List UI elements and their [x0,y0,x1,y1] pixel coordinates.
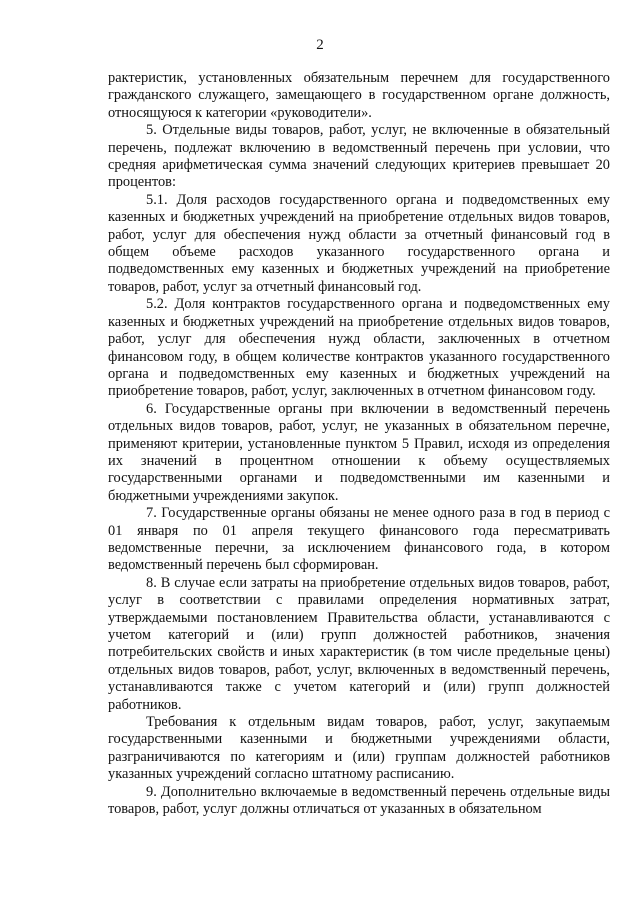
paragraph-item-5-1: 5.1. Доля расходов государственного органа и подведомственных ему казенных и бюджетных учреждений на приобретение отдельных видов товаров, работ, услуг для обеспечения нужд области за отчетный финансовый год в общем объеме расходов указанного государственного органа и подведомственных ему казенных и бюджетных учреждений на приобретение товаров, работ, услуг за отчетный финансовый год. [108,191,610,295]
paragraph-item-9: 9. Дополнительно включаемые в ведомственный перечень отдельные виды товаров, работ, услуг должны отличаться от указанных в обязательном [108,783,610,818]
paragraph-item-7: 7. Государственные органы обязаны не менее одного раза в год в период с 01 января по 01 апреля текущего финансового года пересматривать ведомственные перечни, за исключением финансового года, в котором ведомственный перечень был сформирован. [108,505,610,574]
page-number: 2 [316,37,324,53]
paragraph-item-5-2: 5.2. Доля контрактов государственного органа и подведомственных ему казенных и бюджетных учреждений на приобретение отдельных видов товаров, работ, услуг для обеспечения нужд области, заключенных в отчетном финансовом году, в общем количестве контрактов указанного государственного органа и подведомственных ему казенных и бюджетных учреждений на приобретение товаров, работ, услуг, заключенных в отчетном финансовом году. [108,296,610,400]
paragraph-continuation: рактеристик, установленных обязательным перечнем для государственного гражданского служащего, замещающего в государственном органе должность, относящуюся к категории «руководители». [108,70,610,121]
paragraph-item-5: 5. Отдельные виды товаров, работ, услуг, не включенные в обязательный перечень, подлежат включению в ведомственный перечень при условии, что средняя арифметическая сумма значений следующих критериев превышает 20 процентов: [108,122,610,191]
paragraph-requirements: Требования к отдельным видам товаров, работ, услуг, закупаемым государственными казенными и бюджетными учреждениями области, разграничиваются по категориям и (или) группам должностей работников указанных учреждений согласно штатному расписанию. [108,714,610,783]
paragraph-item-8: 8. В случае если затраты на приобретение отдельных видов товаров, работ, услуг в соответствии с правилами определения нормативных затрат, утверждаемыми постановлением Правительства области, устанавливаются с учетом категорий и (или) групп должностей работников, значения потребительских свойств и иных характеристик (в том числе предельные цены) отдельных видов товаров, работ, услуг, включенных в ведомственный перечень, устанавливаются также с учетом категорий и (или) групп должностей работников. [108,574,610,713]
paragraph-item-6: 6. Государственные органы при включении в ведомственный перечень отдельных видов товаров, работ, услуг, не указанных в обязательном перечне, применяют критерии, установленные пунктом 5 Правил, исходя из определения их значений в процентном отношении к объему осуществляемых государственными органами и подведомственными им казенными и бюджетными учреждениями закупок. [108,400,610,504]
document-body [108,70,610,818]
